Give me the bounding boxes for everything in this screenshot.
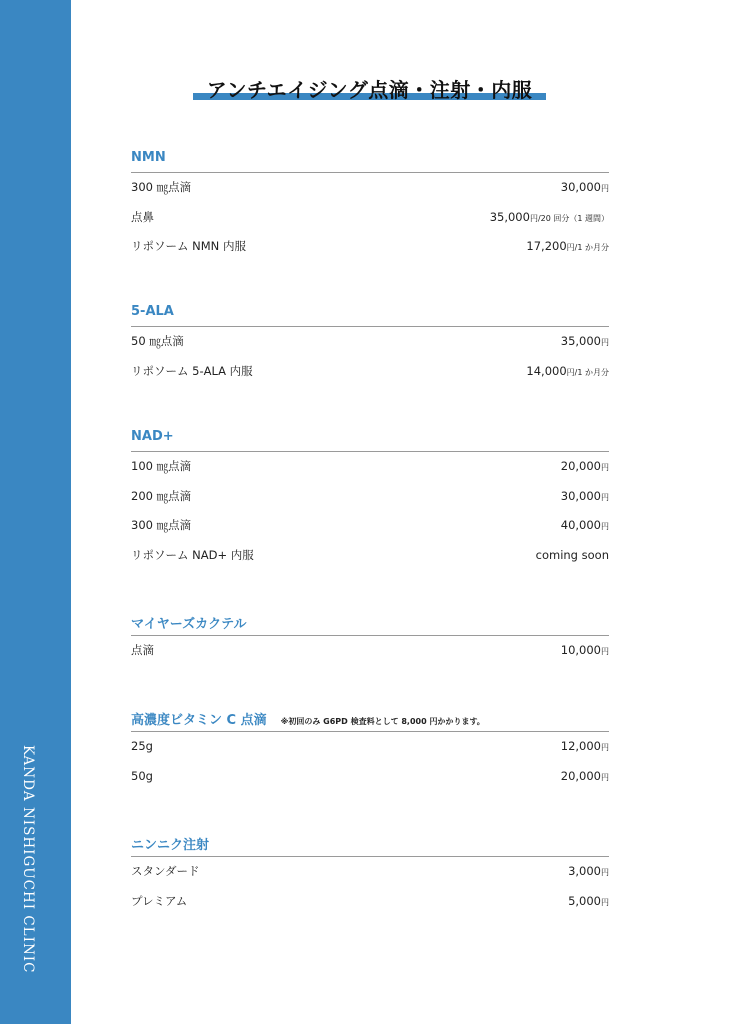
price-qualifier: /1 か月分 bbox=[574, 367, 609, 377]
price-unit: 円 bbox=[601, 338, 609, 347]
item-price bbox=[561, 173, 609, 204]
item-price bbox=[490, 203, 609, 234]
item-price bbox=[536, 541, 609, 571]
item-price bbox=[568, 887, 609, 918]
price-row bbox=[131, 357, 609, 387]
section-title: ニンニク注射 bbox=[131, 838, 210, 853]
price-row bbox=[131, 887, 609, 917]
item-label: プレミアム bbox=[131, 893, 188, 908]
price-qualifier: /20 回分（1 週間） bbox=[537, 213, 609, 223]
price-unit: 円 bbox=[566, 367, 575, 377]
item-label: 50 ㎎点滴 bbox=[131, 334, 184, 348]
sidebar bbox=[0, 0, 71, 1024]
item-label: リポソーム NAD+ 内服 bbox=[131, 547, 254, 562]
price-amount: 20,000 bbox=[560, 768, 601, 783]
section-header bbox=[131, 613, 609, 636]
item-price bbox=[561, 327, 609, 358]
item-price bbox=[526, 357, 609, 388]
section-title: NMN bbox=[131, 150, 166, 165]
item-price bbox=[561, 452, 609, 483]
price-amount: 30,000 bbox=[560, 180, 601, 194]
item-label: 50g bbox=[131, 768, 153, 783]
item-price bbox=[561, 482, 609, 513]
price-unit: 円 bbox=[601, 647, 609, 656]
price-section bbox=[131, 150, 609, 262]
price-row bbox=[131, 232, 609, 262]
price-row bbox=[131, 327, 609, 357]
section-note: ※初回のみ G6PD 検査料として 8,000 円かかります。 bbox=[280, 717, 485, 726]
page-title: アンチエイジング点滴・注射・内服 bbox=[206, 78, 533, 102]
price-amount: 3,000 bbox=[568, 864, 601, 878]
price-row bbox=[131, 636, 609, 666]
price-row bbox=[131, 762, 609, 792]
price-amount: 40,000 bbox=[560, 518, 601, 532]
price-section bbox=[131, 429, 609, 570]
item-label: 300 ㎎点滴 bbox=[131, 518, 192, 532]
price-unit: 円 bbox=[601, 184, 609, 193]
price-unit: 円 bbox=[601, 492, 609, 502]
item-price bbox=[568, 857, 609, 888]
price-row bbox=[131, 173, 609, 203]
item-label: 25g bbox=[131, 739, 153, 753]
price-row bbox=[131, 511, 609, 541]
item-label: スタンダード bbox=[131, 864, 200, 878]
item-price bbox=[561, 511, 609, 542]
price-amount: 35,000 bbox=[560, 334, 601, 348]
price-amount: 14,000 bbox=[526, 363, 567, 378]
price-section bbox=[131, 304, 609, 386]
price-section bbox=[131, 834, 609, 916]
section-header bbox=[131, 304, 609, 327]
price-unit: 円 bbox=[601, 868, 609, 877]
section-header bbox=[131, 429, 609, 452]
price-amount: 10,000 bbox=[560, 643, 601, 657]
section-header bbox=[131, 834, 609, 857]
price-row bbox=[131, 857, 609, 887]
item-label: 点滴 bbox=[131, 643, 154, 657]
item-price bbox=[561, 732, 609, 763]
price-section bbox=[131, 613, 609, 666]
price-qualifier: /1 か月分 bbox=[574, 243, 609, 252]
price-amount: 20,000 bbox=[560, 459, 601, 473]
item-price bbox=[526, 232, 609, 263]
clinic-name: KANDA NISHIGUCHI CLINIC bbox=[20, 745, 36, 974]
item-label: 300 ㎎点滴 bbox=[131, 180, 192, 194]
item-label: 点鼻 bbox=[131, 209, 154, 224]
price-amount: 35,000 bbox=[489, 209, 530, 224]
price-section bbox=[131, 709, 609, 791]
price-amount: 5,000 bbox=[568, 893, 601, 908]
section-title: マイヤーズカクテル bbox=[131, 617, 247, 632]
item-label: 100 ㎎点滴 bbox=[131, 459, 192, 473]
price-amount: coming soon bbox=[535, 547, 609, 562]
item-price bbox=[561, 762, 609, 793]
price-unit: 円 bbox=[601, 897, 609, 907]
price-amount: 12,000 bbox=[560, 739, 601, 753]
section-title: NAD+ bbox=[131, 429, 174, 444]
price-row bbox=[131, 482, 609, 512]
price-amount: 30,000 bbox=[560, 488, 601, 503]
item-label: リポソーム NMN 内服 bbox=[131, 239, 246, 253]
price-row bbox=[131, 541, 609, 571]
section-header bbox=[131, 150, 609, 173]
price-unit: 円 bbox=[601, 463, 609, 472]
price-unit: 円 bbox=[601, 743, 609, 752]
section-header bbox=[131, 709, 609, 732]
page-title-block bbox=[193, 74, 546, 102]
item-price bbox=[561, 636, 609, 667]
price-unit: 円 bbox=[601, 522, 609, 531]
price-amount: 17,200 bbox=[526, 239, 567, 253]
price-unit: 円 bbox=[601, 772, 609, 782]
section-title: 高濃度ビタミン C 点滴 bbox=[131, 713, 267, 728]
item-label: 200 ㎎点滴 bbox=[131, 488, 192, 503]
price-unit: 円 bbox=[566, 243, 575, 252]
item-label: リポソーム 5-ALA 内服 bbox=[131, 363, 253, 378]
price-row bbox=[131, 452, 609, 482]
section-title: 5-ALA bbox=[131, 304, 174, 319]
price-row bbox=[131, 732, 609, 762]
price-unit: 円 bbox=[529, 213, 538, 223]
price-row bbox=[131, 203, 609, 233]
